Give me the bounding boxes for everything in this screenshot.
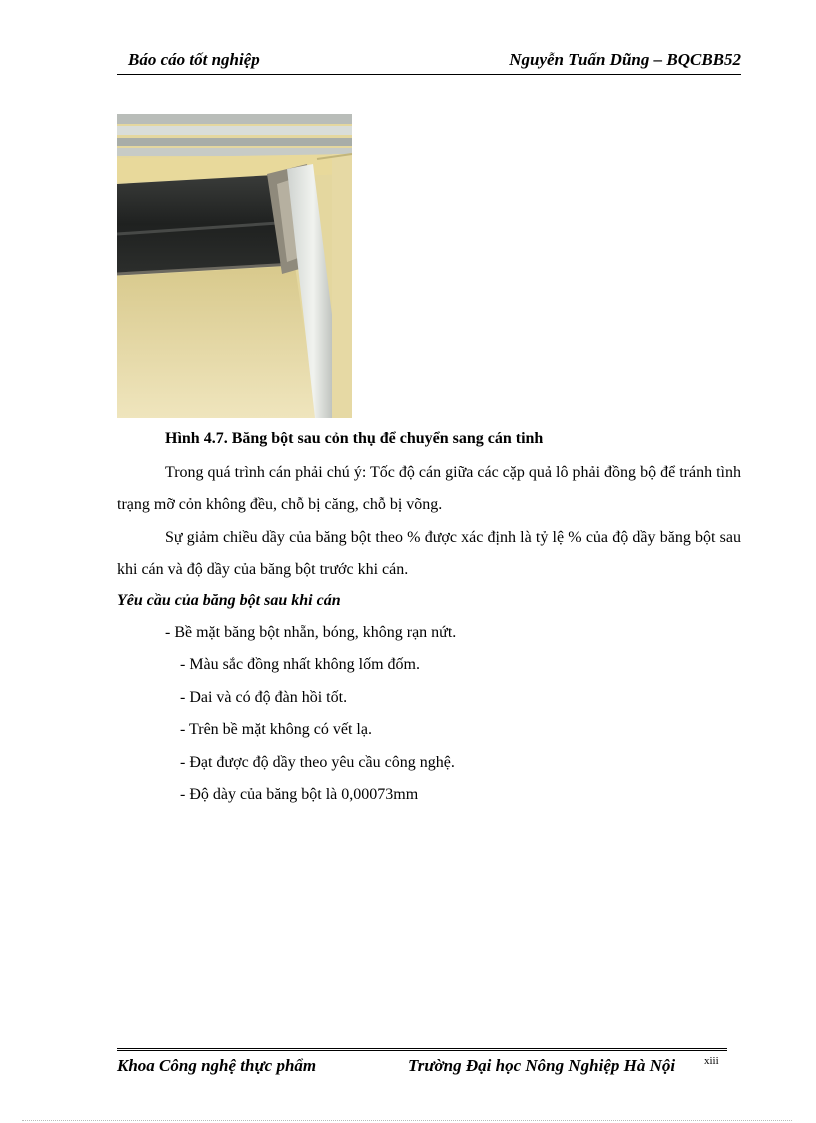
requirement-item: - Dai và có độ đàn hồi tốt. bbox=[180, 689, 348, 706]
paragraph-rolling-note: Trong quá trình cán phải chú ý: Tốc độ cán giữa các cặp quả lô phải đồng bộ để tránh tình trạng mỡ cỏn không đều, chỗ bị căng, chỗ bị võng. bbox=[117, 464, 741, 513]
section-heading: Yêu cầu của băng bột sau khi cán bbox=[117, 592, 341, 609]
page-number: xiii bbox=[704, 1055, 719, 1067]
requirement-item: - Trên bề mặt không có vết lạ. bbox=[180, 721, 372, 738]
paragraph-thickness-reduction: Sự giảm chiều dầy của băng bột theo % được xác định là tỷ lệ % của độ dầy băng bột sau khi cán và độ dầy của băng bột trước khi cán. bbox=[117, 529, 741, 578]
header-author: Nguyễn Tuấn Dũng – BQCBB52 bbox=[509, 50, 741, 69]
requirement-item: - Bề mặt băng bột nhẵn, bóng, không rạn nứt. bbox=[165, 624, 457, 641]
rolling-machine-photo bbox=[117, 114, 352, 418]
figure-caption: Hình 4.7. Băng bột sau cỏn thụ để chuyển sang cán tinh bbox=[165, 430, 544, 447]
requirement-item: - Đạt được độ dầy theo yêu cầu công nghệ. bbox=[180, 754, 455, 771]
page-bottom-divider bbox=[22, 1120, 792, 1121]
requirement-item: - Độ dày của băng bột là 0,00073mm bbox=[180, 786, 419, 803]
figure-photo bbox=[117, 114, 352, 418]
requirement-item: - Màu sắc đồng nhất không lốm đốm. bbox=[180, 656, 420, 673]
page-footer bbox=[117, 1048, 727, 1081]
header-report-title: Báo cáo tốt nghiệp bbox=[128, 50, 260, 69]
footer-university: Trường Đại học Nông Nghiệp Hà Nội bbox=[408, 1056, 676, 1075]
footer-faculty: Khoa Công nghệ thực phẩm bbox=[117, 1056, 317, 1075]
page-header bbox=[117, 48, 741, 75]
